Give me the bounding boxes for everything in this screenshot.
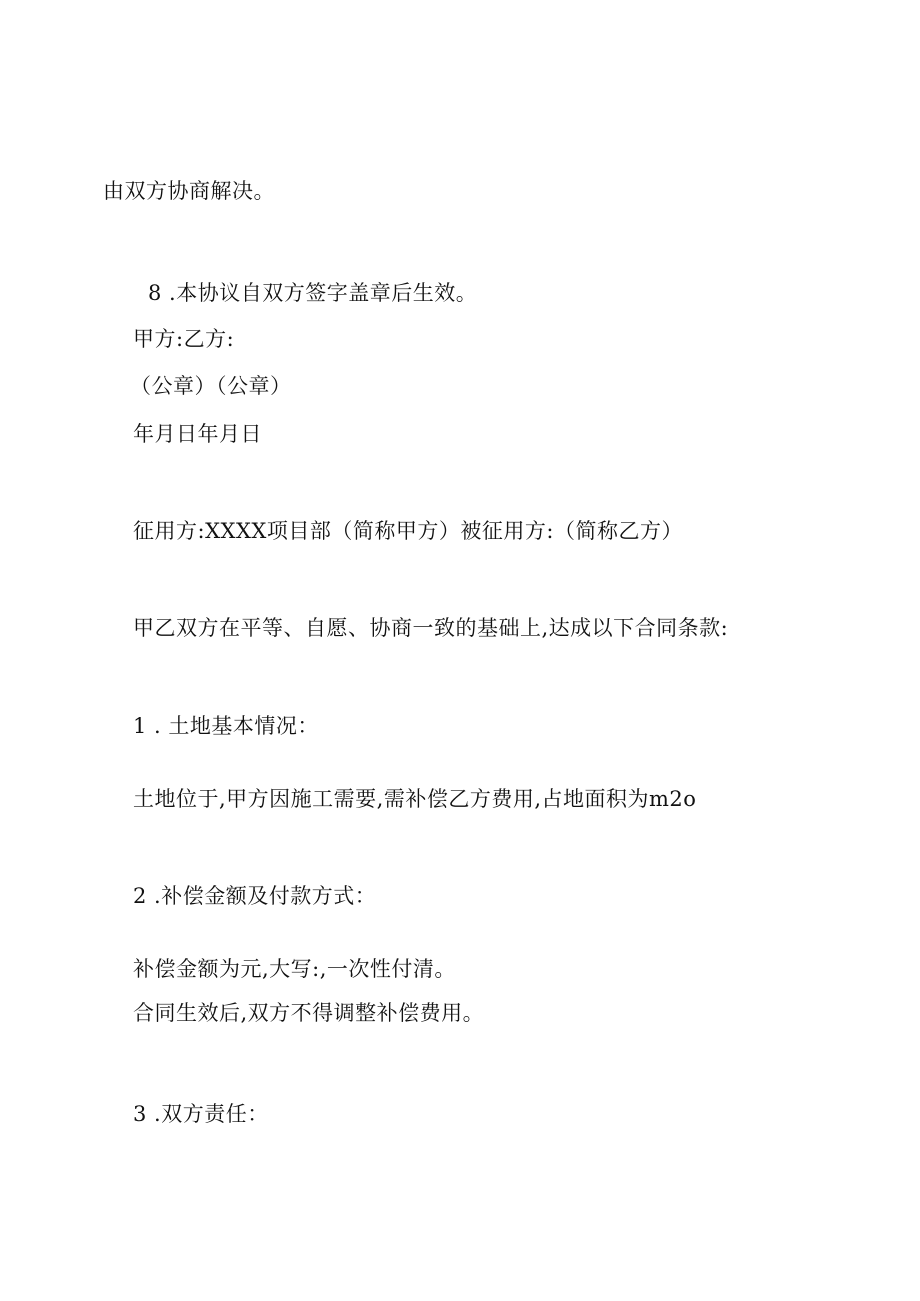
- signature-seals: （公章）（公章）: [130, 374, 292, 398]
- parties-line: 征用方:XXXX项目部（简称甲方）被征用方:（简称乙方）: [133, 519, 683, 543]
- preamble-line: 甲乙双方在平等、自愿、协商一致的基础上,达成以下合同条款:: [133, 616, 729, 640]
- signature-parties: 甲方:乙方:: [133, 327, 235, 351]
- clause-3-heading: 3 .双方责任：: [133, 1102, 269, 1126]
- signature-dates: 年月日年月日: [133, 422, 262, 446]
- clause-8-effective: 8 .本协议自双方签字盖章后生效。: [148, 281, 478, 305]
- clause-1-heading: 1 . 土地基本情况：: [133, 714, 319, 738]
- clause-2-heading: 2 .补偿金额及付款方式：: [133, 884, 377, 908]
- compensation-fixed: 合同生效后,双方不得调整补偿费用。: [133, 1001, 485, 1025]
- compensation-amount: 补偿金额为元,大写:,一次性付清。: [133, 957, 456, 981]
- land-description: 土地位于,甲方因施工需要,需补偿乙方费用,占地面积为m2o: [133, 787, 697, 811]
- text-line-resolve: 由双方协商解决。: [103, 179, 275, 203]
